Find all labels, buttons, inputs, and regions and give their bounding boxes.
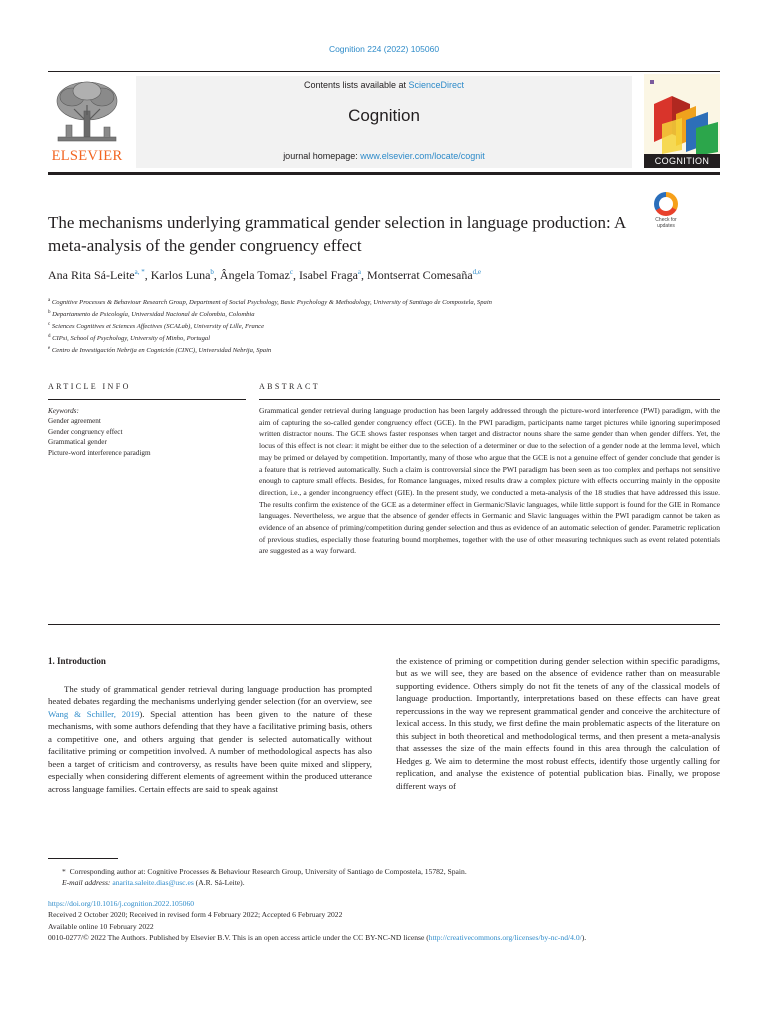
author-affiliation-marks[interactable]: d,e (472, 268, 482, 276)
publication-info (48, 898, 720, 944)
corresponding-author-footnote (48, 866, 720, 889)
affiliation-text: Centro de Investigación Nebrija en Cognición (CINC), Universidad Nebrija, Spain (51, 347, 272, 355)
introduction-heading: 1. Introduction (48, 656, 106, 666)
contents-prefix: Contents lists available at (303, 80, 409, 90)
email-label: E-mail address: (62, 878, 111, 888)
author-affiliation-marks[interactable]: a, * (134, 268, 145, 276)
doi-link[interactable]: https://doi.org/10.1016/j.cognition.2022.105060 (48, 899, 195, 908)
author-name[interactable]: Isabel Fraga (298, 268, 358, 282)
homepage-prefix: journal homepage: (283, 151, 361, 161)
journal-homepage-link[interactable]: www.elsevier.com/locate/cognit (360, 151, 485, 161)
affiliation-text: CIPsi, School of Psychology, University of Minho, Portugal (52, 335, 211, 343)
sciencedirect-link[interactable]: ScienceDirect (408, 80, 465, 90)
intro-text: ). Special attention has been given to the nature of these mechanisms, with some authors defending that they have a facilitative priming basis, others a competitive one, and others arguing that gender is selected automatically without facilitative priming or competition involved. A number of methodological aspects has also been a target of criticism and controversy, as results have been quite mixed and slippery, especially when considering different elements of agreement within the produced utterance across language families. Certain effects are said to speak against (48, 708, 372, 794)
affiliation-mark: d (48, 333, 51, 339)
license-statement (48, 932, 720, 943)
license-suffix: ). (581, 933, 587, 943)
cover-art (644, 74, 720, 154)
license-prefix: 0010-0277/© 2022 The Authors. Published by Elsevier B.V. This is an open access article under the CC BY-NC-ND license ( (48, 933, 429, 943)
affiliation-text: Sciences Cognitives et Sciences Affectives (SCALab), University of Lille, France (51, 323, 264, 331)
elsevier-wordmark: ELSEVIER (51, 148, 123, 164)
introduction-left-column (48, 683, 372, 795)
affiliation-mark: b (48, 309, 51, 315)
email-line (48, 877, 720, 888)
author-affiliation-marks[interactable]: a (357, 268, 362, 276)
homepage-line (136, 151, 632, 161)
intro-text: The study of grammatical gender retrieval during language production has prompted heated debates regarding the mechanisms underlying gender selection (for an overview, see (48, 684, 372, 707)
affiliation-mark: c (48, 321, 51, 327)
header-bottom-rule (48, 172, 720, 175)
contents-line (136, 80, 632, 90)
check-for-updates-label: Check for updates (655, 217, 677, 229)
footnote-marker: * (62, 867, 66, 876)
article-title: The mechanisms underlying grammatical gender selection in language production: A meta-analysis of the gender congruency effect (48, 213, 626, 255)
author-list: Ana Rita Sá-Leite$^{a, *}$, Karlos Luna$^b$, Ângela Tomaz$^c$, Isabel Fraga$^a$, Montserrat Comesaña$^{d,e}$ (48, 268, 482, 282)
corresponding-author-text: Corresponding author at: Cognitive Processes & Behaviour Research Group, University of Santiago de Compostela, 15782, Spain. (69, 867, 467, 876)
keyword-item: Grammatical gender (48, 438, 107, 447)
abstract-heading: ABSTRACT (259, 382, 320, 391)
author-affiliation-marks[interactable]: b (210, 268, 214, 276)
journal-name: Cognition (348, 106, 420, 125)
license-link[interactable]: http://creativecommons.org/licenses/by-nc-nd/4.0/ (428, 933, 582, 943)
affiliation-mark: a (48, 298, 51, 303)
abstract-rule (259, 399, 720, 400)
introduction-right-column: the existence of priming or competition during gender selection within specific paradigms, but as we will see, they are based on the absence of evidence rather than on measurable supporting evidence. Others simply do not fit the tenets of any of the classical models of language production. Importantly, interpretations based on these effects can have great repercussions in the way we represent grammatical gender and conceive the architecture of lexical access. In this study, we first define the main problematic aspects of the literature on this subject in both theoretical and methodological terms, and then present a meta-analysis that assesses the size of the main effects found in this area through the calculation of Hedges g. We aim to determine the most robust effects, identify those urgently calling for replication, and analyse the existence of potential publication bias. Finally, we propose different ways of (396, 656, 720, 791)
header-top-rule (48, 71, 720, 72)
affiliation-mark: e (48, 345, 51, 351)
affiliation-item (48, 344, 720, 356)
author-name[interactable]: Ângela Tomaz (219, 268, 290, 282)
corresponding-author-line (48, 866, 720, 877)
check-for-updates-icon (654, 192, 678, 216)
check-for-updates-badge[interactable] (646, 192, 686, 230)
abstract-text: Grammatical gender retrieval during language production has been largely addressed through the picture-word interference (PWI) paradigm, with the aim of capturing the so-called gender congruency effect (GCE). In the PWI paradigm, participants name target pictures while ignoring superimposed written distractor nouns. The GCE shows faster responses when target and distractor nouns share the same gender than when gender differs. Yet, the locus of this effect is not clear: it might be either due to the selection of a determiner or due to the selection of a gender node at the lemma level, which may be primed or delayed by competition. Importantly, many of those who argue that the GCE is not a genuine effect of gender conclude that gender is a feature that is retrieved automatically. Such a claim is controversial since the PWI paradigm has been seen as too complex and perhaps not sensitive enough to capture small effects. Besides, for Romance languages, mixed results draw a complex picture with effects occurring mainly in the opposite direction, i.e., a gender incongruency effect (GIE). In the present study, we conducted a meta-analysis of the 18 studies that have addressed this issue. The results confirm the existence of the GCE as a determiner effect in Germanic/Slavic languages, while little support is found for the GIE in Romance languages. Nevertheless, we argue that the absence of gender effects in Germanic and Slavic languages within the PWI paradigm cannot be taken as evidence of an absence of priming/competition during gender selection and thus as evidence of an automatic selection of gender. Parametric replication of previous studies, especially those featuring bound morphemes, together with the use of other measuring techniques such as event related potentials are suggested as a way forward. (259, 406, 720, 556)
cover-label: COGNITION (644, 154, 720, 168)
author-name[interactable]: Montserrat Comesaña (367, 268, 473, 282)
affiliation-text: Departamento de Psicología, Universidad Nacional de Colombia, Colombia (52, 311, 255, 319)
author-name[interactable]: Ana Rita Sá-Leite (48, 268, 135, 282)
keyword-item: Picture-word interference paradigm (48, 448, 151, 457)
email-link[interactable]: anarita.saleite.dias@usc.es (112, 878, 194, 888)
affiliation-item (48, 296, 720, 308)
journal-reference-link[interactable]: Cognition 224 (2022) 105060 (328, 44, 440, 54)
affiliation-item (48, 332, 720, 344)
article-info-heading: ARTICLE INFO (48, 382, 131, 391)
body-separator-rule (48, 624, 720, 625)
citation-link[interactable]: Wang & Schiller, 2019 (48, 708, 140, 719)
keywords-label: Keywords: (48, 407, 79, 415)
article-info-rule (48, 399, 246, 400)
received-dates: Received 2 October 2020; Received in revised form 4 February 2022; Accepted 6 February 2022 (48, 910, 343, 920)
affiliation-list (48, 296, 720, 356)
affiliation-item (48, 308, 720, 320)
journal-cover-image (644, 74, 720, 168)
keyword-item: Gender congruency effect (48, 427, 123, 436)
author-affiliation-marks[interactable]: c (289, 268, 293, 276)
footnote-rule (48, 858, 118, 859)
affiliation-item (48, 320, 720, 332)
keyword-item: Gender agreement (48, 417, 101, 426)
keywords-block (48, 406, 246, 458)
author-name[interactable]: Karlos Luna (150, 268, 211, 282)
affiliation-text: Cognitive Processes & Behaviour Research Group, Department of Social Psychology, Basic Psychology & Methodology, University of Santiago de Compostela, Spain (51, 299, 492, 307)
email-suffix: (A.R. Sá-Leite). (193, 878, 245, 888)
available-online: Available online 10 February 2022 (48, 921, 154, 931)
